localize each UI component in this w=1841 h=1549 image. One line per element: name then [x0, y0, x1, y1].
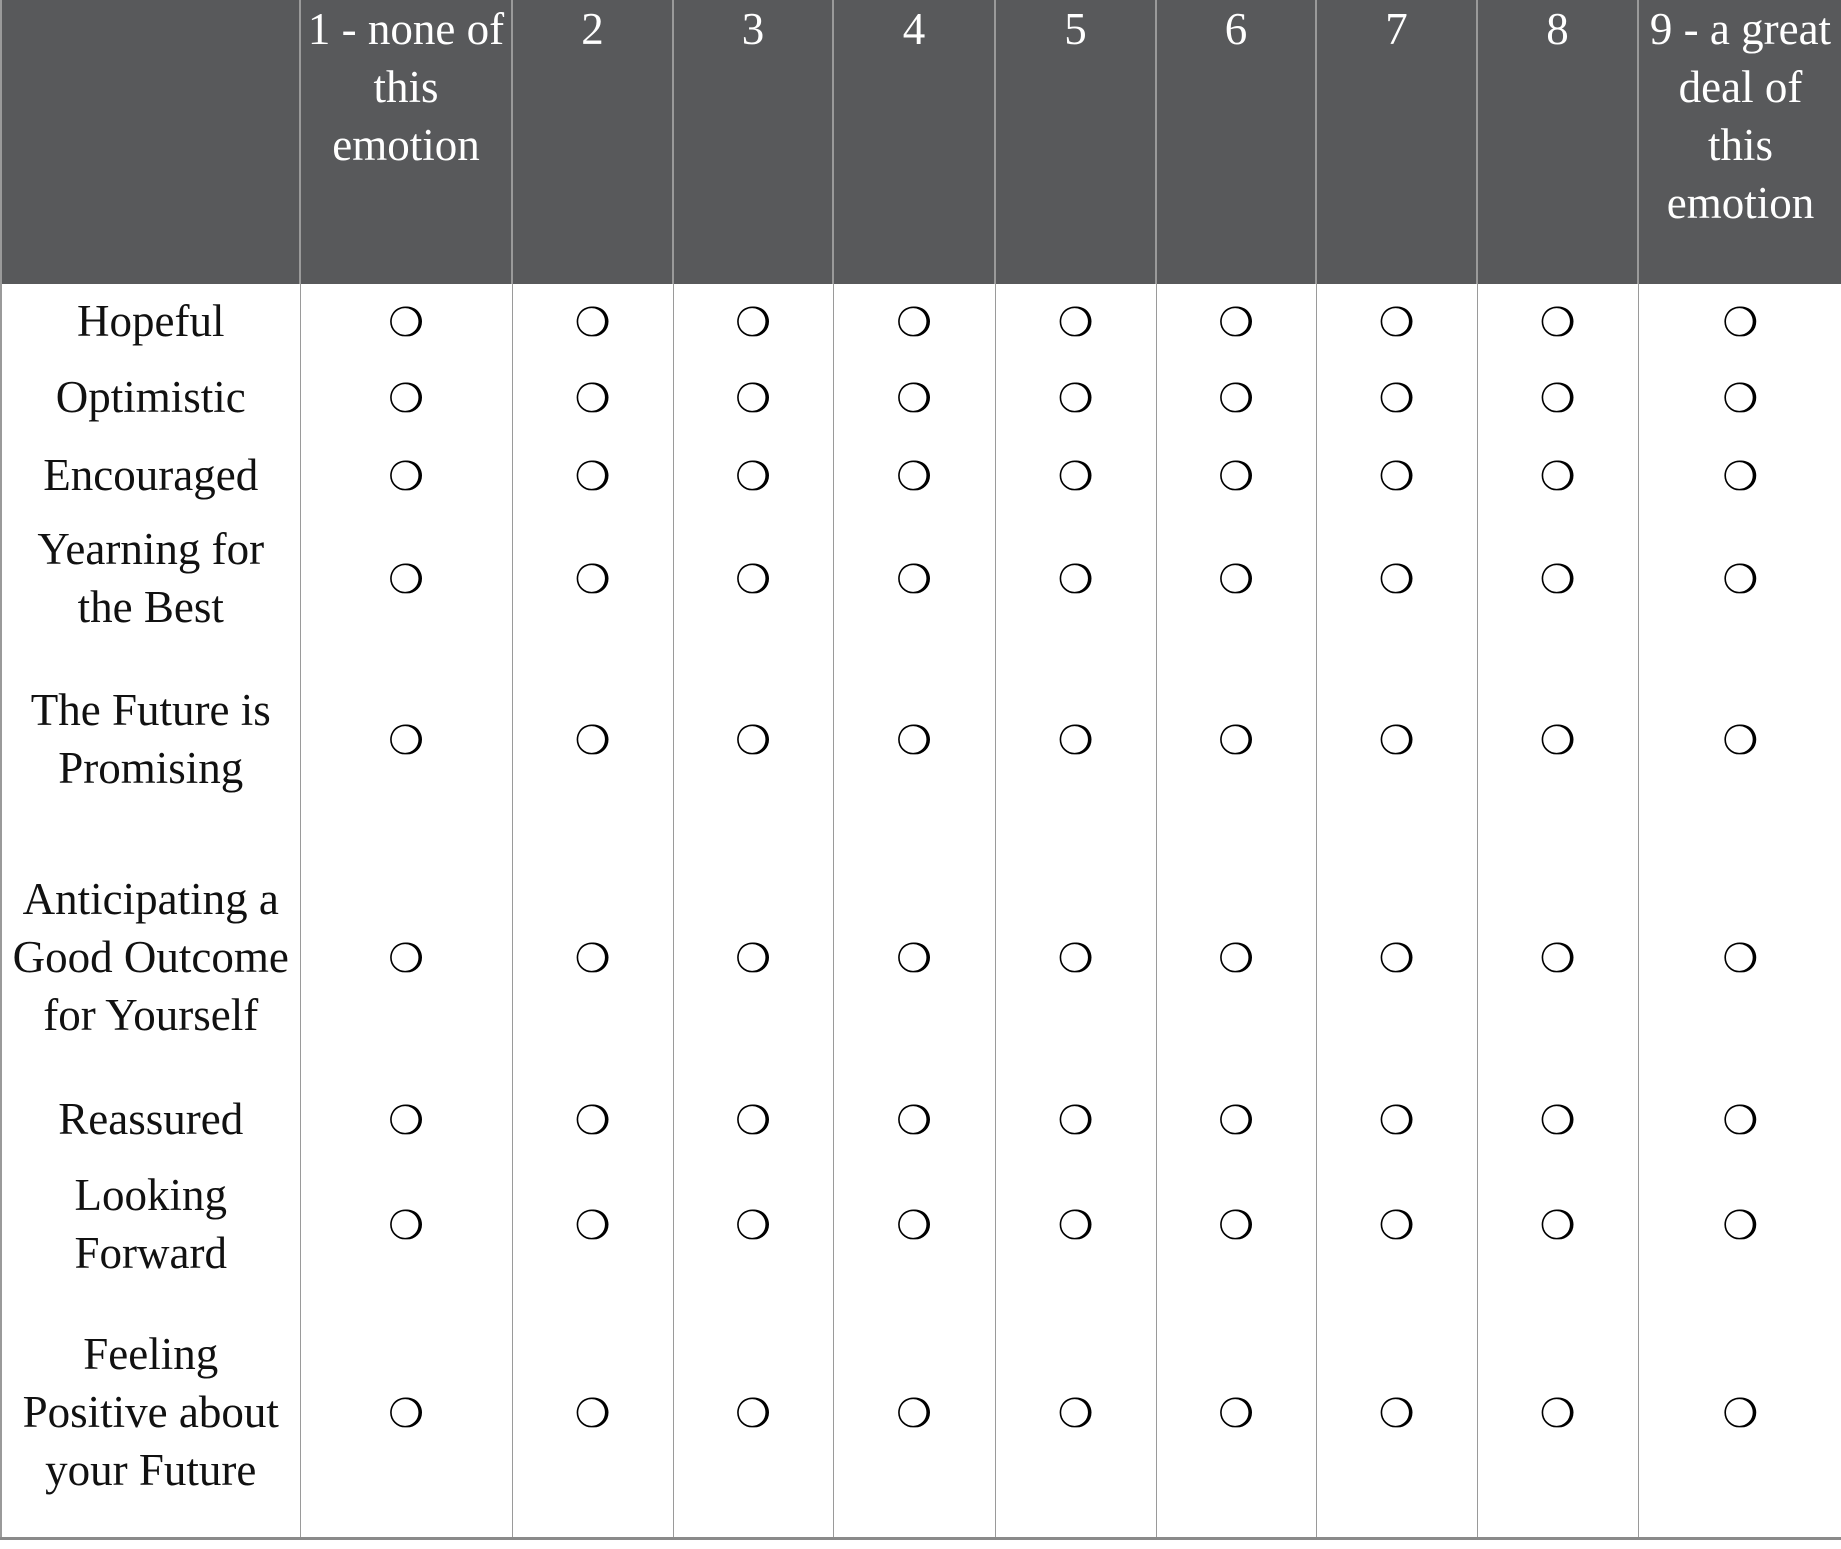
- radio-cell: [1638, 643, 1841, 835]
- radio-button-icon[interactable]: ❍: [1539, 718, 1576, 764]
- radio-button-icon[interactable]: ❍: [574, 376, 611, 422]
- radio-button-icon[interactable]: ❍: [896, 1390, 932, 1437]
- radio-button-icon[interactable]: ❍: [735, 453, 771, 500]
- radio-button-icon[interactable]: ❍: [1218, 718, 1254, 764]
- scale-header-2: 2: [512, 0, 673, 284]
- radio-button-icon[interactable]: ❍: [1539, 1202, 1576, 1249]
- radio-cell: [1638, 284, 1841, 358]
- radio-cell: [1156, 358, 1316, 436]
- radio-button-icon[interactable]: ❍: [1722, 376, 1759, 422]
- radio-button-icon[interactable]: ❍: [896, 453, 932, 500]
- row-label: The Future is Promising: [1, 643, 300, 835]
- radio-cell: [995, 1160, 1156, 1287]
- header-corner: [1, 0, 300, 284]
- radio-button-icon[interactable]: ❍: [388, 1202, 424, 1249]
- radio-cell: [300, 1078, 512, 1160]
- radio-cell: [1477, 1287, 1638, 1538]
- radio-button-icon[interactable]: ❍: [1218, 1202, 1254, 1249]
- radio-cell: [512, 436, 673, 513]
- radio-cell: [1316, 436, 1477, 513]
- radio-cell: [1638, 436, 1841, 513]
- radio-button-icon[interactable]: ❍: [1378, 718, 1415, 764]
- row-label: Looking Forward: [1, 1160, 300, 1287]
- radio-cell: [1638, 835, 1841, 1078]
- row-label: Optimistic: [1, 358, 300, 436]
- scale-header-6: 6: [1156, 0, 1316, 284]
- radio-button-icon[interactable]: ❍: [1057, 300, 1094, 346]
- row-label: Hopeful: [1, 284, 300, 358]
- radio-cell: [300, 513, 512, 643]
- radio-cell: [673, 358, 833, 436]
- radio-cell: [300, 1287, 512, 1538]
- row-label: Feeling Positive about your Future: [1, 1287, 300, 1538]
- radio-cell: [833, 1287, 995, 1538]
- radio-button-icon[interactable]: ❍: [896, 935, 932, 982]
- radio-cell: [1156, 513, 1316, 643]
- radio-button-icon[interactable]: ❍: [1722, 453, 1759, 500]
- radio-cell: [1477, 436, 1638, 513]
- radio-button-icon[interactable]: ❍: [574, 935, 611, 982]
- radio-cell: [1316, 358, 1477, 436]
- radio-cell: [995, 358, 1156, 436]
- matrix-row: [1, 513, 1841, 643]
- row-label: Anticipating a Good Outcome for Yourself: [1, 835, 300, 1078]
- radio-cell: [1638, 513, 1841, 643]
- radio-button-icon[interactable]: ❍: [735, 935, 771, 982]
- radio-cell: [1156, 1287, 1316, 1538]
- radio-cell: [1316, 1287, 1477, 1538]
- scale-header-9: 9 - a great deal of this emotion: [1638, 0, 1841, 284]
- radio-cell: [833, 358, 995, 436]
- scale-header-1: 1 - none of this emotion: [300, 0, 512, 284]
- radio-button-icon[interactable]: ❍: [896, 376, 932, 422]
- radio-cell: [1156, 1160, 1316, 1287]
- radio-button-icon[interactable]: ❍: [1539, 376, 1576, 422]
- radio-button-icon[interactable]: ❍: [1378, 376, 1415, 422]
- radio-cell: [673, 513, 833, 643]
- radio-cell: [833, 1160, 995, 1287]
- scale-header-7: 7: [1316, 0, 1477, 284]
- radio-cell: [1477, 643, 1638, 835]
- radio-button-icon[interactable]: ❍: [1378, 1390, 1415, 1437]
- radio-button-icon[interactable]: ❍: [1057, 1098, 1094, 1144]
- matrix-row: [1, 643, 1841, 835]
- radio-button-icon[interactable]: ❍: [574, 557, 611, 603]
- radio-button-icon[interactable]: ❍: [735, 1202, 771, 1249]
- radio-button-icon[interactable]: ❍: [735, 1098, 771, 1144]
- radio-cell: [512, 513, 673, 643]
- radio-cell: [300, 835, 512, 1078]
- radio-cell: [673, 1078, 833, 1160]
- radio-button-icon[interactable]: ❍: [574, 1098, 611, 1144]
- radio-button-icon[interactable]: ❍: [388, 300, 424, 346]
- radio-button-icon[interactable]: ❍: [1218, 453, 1254, 500]
- radio-cell: [1638, 1078, 1841, 1160]
- radio-button-icon[interactable]: ❍: [1539, 557, 1576, 603]
- radio-cell: [300, 1160, 512, 1287]
- radio-button-icon[interactable]: ❍: [735, 557, 771, 603]
- matrix-row: [1, 1078, 1841, 1160]
- radio-cell: [1477, 358, 1638, 436]
- radio-button-icon[interactable]: ❍: [388, 376, 424, 422]
- radio-button-icon[interactable]: ❍: [574, 453, 611, 500]
- radio-cell: [1477, 1160, 1638, 1287]
- radio-cell: [512, 1160, 673, 1287]
- radio-button-icon[interactable]: ❍: [896, 1098, 932, 1144]
- radio-button-icon[interactable]: ❍: [896, 557, 932, 603]
- radio-button-icon[interactable]: ❍: [896, 1202, 932, 1249]
- radio-cell: [1316, 1078, 1477, 1160]
- radio-button-icon[interactable]: ❍: [896, 300, 932, 346]
- radio-button-icon[interactable]: ❍: [1057, 453, 1094, 500]
- radio-button-icon[interactable]: ❍: [1057, 1202, 1094, 1249]
- radio-cell: [512, 643, 673, 835]
- scale-header-5: 5: [995, 0, 1156, 284]
- radio-button-icon[interactable]: ❍: [388, 718, 424, 764]
- radio-cell: [833, 284, 995, 358]
- radio-cell: [673, 1160, 833, 1287]
- radio-cell: [1316, 835, 1477, 1078]
- radio-button-icon[interactable]: ❍: [1378, 300, 1415, 346]
- radio-button-icon[interactable]: ❍: [1057, 935, 1094, 982]
- radio-cell: [1316, 284, 1477, 358]
- radio-button-icon[interactable]: ❍: [1378, 1098, 1415, 1144]
- radio-button-icon[interactable]: ❍: [574, 300, 611, 346]
- radio-cell: [1156, 643, 1316, 835]
- radio-cell: [512, 1078, 673, 1160]
- radio-button-icon[interactable]: ❍: [1218, 300, 1254, 346]
- radio-button-icon[interactable]: ❍: [1722, 935, 1759, 982]
- radio-cell: [512, 358, 673, 436]
- radio-cell: [673, 835, 833, 1078]
- radio-button-icon[interactable]: ❍: [1722, 718, 1759, 764]
- radio-button-icon[interactable]: ❍: [1057, 557, 1094, 603]
- radio-cell: [833, 835, 995, 1078]
- radio-cell: [1477, 835, 1638, 1078]
- matrix-row: [1, 436, 1841, 513]
- radio-cell: [300, 436, 512, 513]
- radio-button-icon[interactable]: ❍: [1722, 1202, 1759, 1249]
- radio-button-icon[interactable]: ❍: [388, 557, 424, 603]
- radio-button-icon[interactable]: ❍: [735, 718, 771, 764]
- radio-cell: [673, 1287, 833, 1538]
- radio-button-icon[interactable]: ❍: [1218, 376, 1254, 422]
- radio-cell: [1156, 436, 1316, 513]
- radio-button-icon[interactable]: ❍: [388, 453, 424, 500]
- radio-cell: [1316, 513, 1477, 643]
- header-row: [1, 0, 1841, 284]
- row-label: Encouraged: [1, 436, 300, 513]
- radio-cell: [512, 284, 673, 358]
- radio-button-icon[interactable]: ❍: [896, 718, 932, 764]
- radio-button-icon[interactable]: ❍: [1378, 1202, 1415, 1249]
- radio-cell: [1477, 284, 1638, 358]
- radio-button-icon[interactable]: ❍: [1722, 300, 1759, 346]
- matrix-row: [1, 358, 1841, 436]
- radio-cell: [1156, 284, 1316, 358]
- radio-button-icon[interactable]: ❍: [388, 1390, 424, 1437]
- radio-cell: [995, 1078, 1156, 1160]
- radio-cell: [1638, 358, 1841, 436]
- radio-cell: [1638, 1160, 1841, 1287]
- radio-button-icon[interactable]: ❍: [1378, 557, 1415, 603]
- radio-button-icon[interactable]: ❍: [1218, 1098, 1254, 1144]
- radio-button-icon[interactable]: ❍: [735, 376, 771, 422]
- radio-cell: [833, 436, 995, 513]
- radio-button-icon[interactable]: ❍: [1722, 1098, 1759, 1144]
- radio-button-icon[interactable]: ❍: [1539, 1098, 1576, 1144]
- radio-button-icon[interactable]: ❍: [1539, 935, 1576, 982]
- matrix-row: [1, 284, 1841, 358]
- radio-button-icon[interactable]: ❍: [1378, 935, 1415, 982]
- radio-cell: [300, 643, 512, 835]
- scale-header-4: 4: [833, 0, 995, 284]
- radio-button-icon[interactable]: ❍: [574, 718, 611, 764]
- radio-cell: [300, 284, 512, 358]
- radio-cell: [833, 643, 995, 835]
- radio-cell: [673, 284, 833, 358]
- radio-cell: [512, 1287, 673, 1538]
- radio-cell: [673, 436, 833, 513]
- radio-button-icon[interactable]: ❍: [735, 1390, 771, 1437]
- row-label: Yearning for the Best: [1, 513, 300, 643]
- radio-button-icon[interactable]: ❍: [1218, 1390, 1254, 1437]
- radio-cell: [1156, 1078, 1316, 1160]
- radio-cell: [995, 643, 1156, 835]
- radio-cell: [995, 513, 1156, 643]
- radio-button-icon[interactable]: ❍: [574, 1202, 611, 1249]
- radio-button-icon[interactable]: ❍: [1539, 1390, 1576, 1437]
- radio-cell: [995, 436, 1156, 513]
- radio-button-icon[interactable]: ❍: [1057, 1390, 1094, 1437]
- radio-cell: [512, 835, 673, 1078]
- radio-button-icon[interactable]: ❍: [1057, 376, 1094, 422]
- radio-cell: [1477, 513, 1638, 643]
- radio-cell: [833, 1078, 995, 1160]
- radio-button-icon[interactable]: ❍: [1378, 453, 1415, 500]
- radio-button-icon[interactable]: ❍: [1539, 453, 1576, 500]
- radio-button-icon[interactable]: ❍: [1218, 557, 1254, 603]
- radio-button-icon[interactable]: ❍: [1722, 557, 1759, 603]
- radio-cell: [1316, 643, 1477, 835]
- radio-cell: [995, 284, 1156, 358]
- scale-header-8: 8: [1477, 0, 1638, 284]
- radio-cell: [1638, 1287, 1841, 1538]
- scale-header-3: 3: [673, 0, 833, 284]
- radio-button-icon[interactable]: ❍: [735, 300, 771, 346]
- matrix-row: [1, 1287, 1841, 1538]
- radio-cell: [995, 835, 1156, 1078]
- radio-button-icon[interactable]: ❍: [388, 935, 424, 982]
- radio-cell: [1477, 1078, 1638, 1160]
- radio-button-icon[interactable]: ❍: [1057, 718, 1094, 764]
- radio-button-icon[interactable]: ❍: [1218, 935, 1254, 982]
- radio-cell: [1316, 1160, 1477, 1287]
- radio-button-icon[interactable]: ❍: [1539, 300, 1576, 346]
- radio-button-icon[interactable]: ❍: [1722, 1390, 1759, 1437]
- radio-button-icon[interactable]: ❍: [574, 1390, 611, 1437]
- matrix-row: [1, 1160, 1841, 1287]
- radio-cell: [833, 513, 995, 643]
- radio-button-icon[interactable]: ❍: [388, 1098, 424, 1144]
- radio-cell: [1156, 835, 1316, 1078]
- row-label: Reassured: [1, 1078, 300, 1160]
- radio-cell: [995, 1287, 1156, 1538]
- radio-cell: [673, 643, 833, 835]
- radio-cell: [300, 358, 512, 436]
- matrix-row: [1, 835, 1841, 1078]
